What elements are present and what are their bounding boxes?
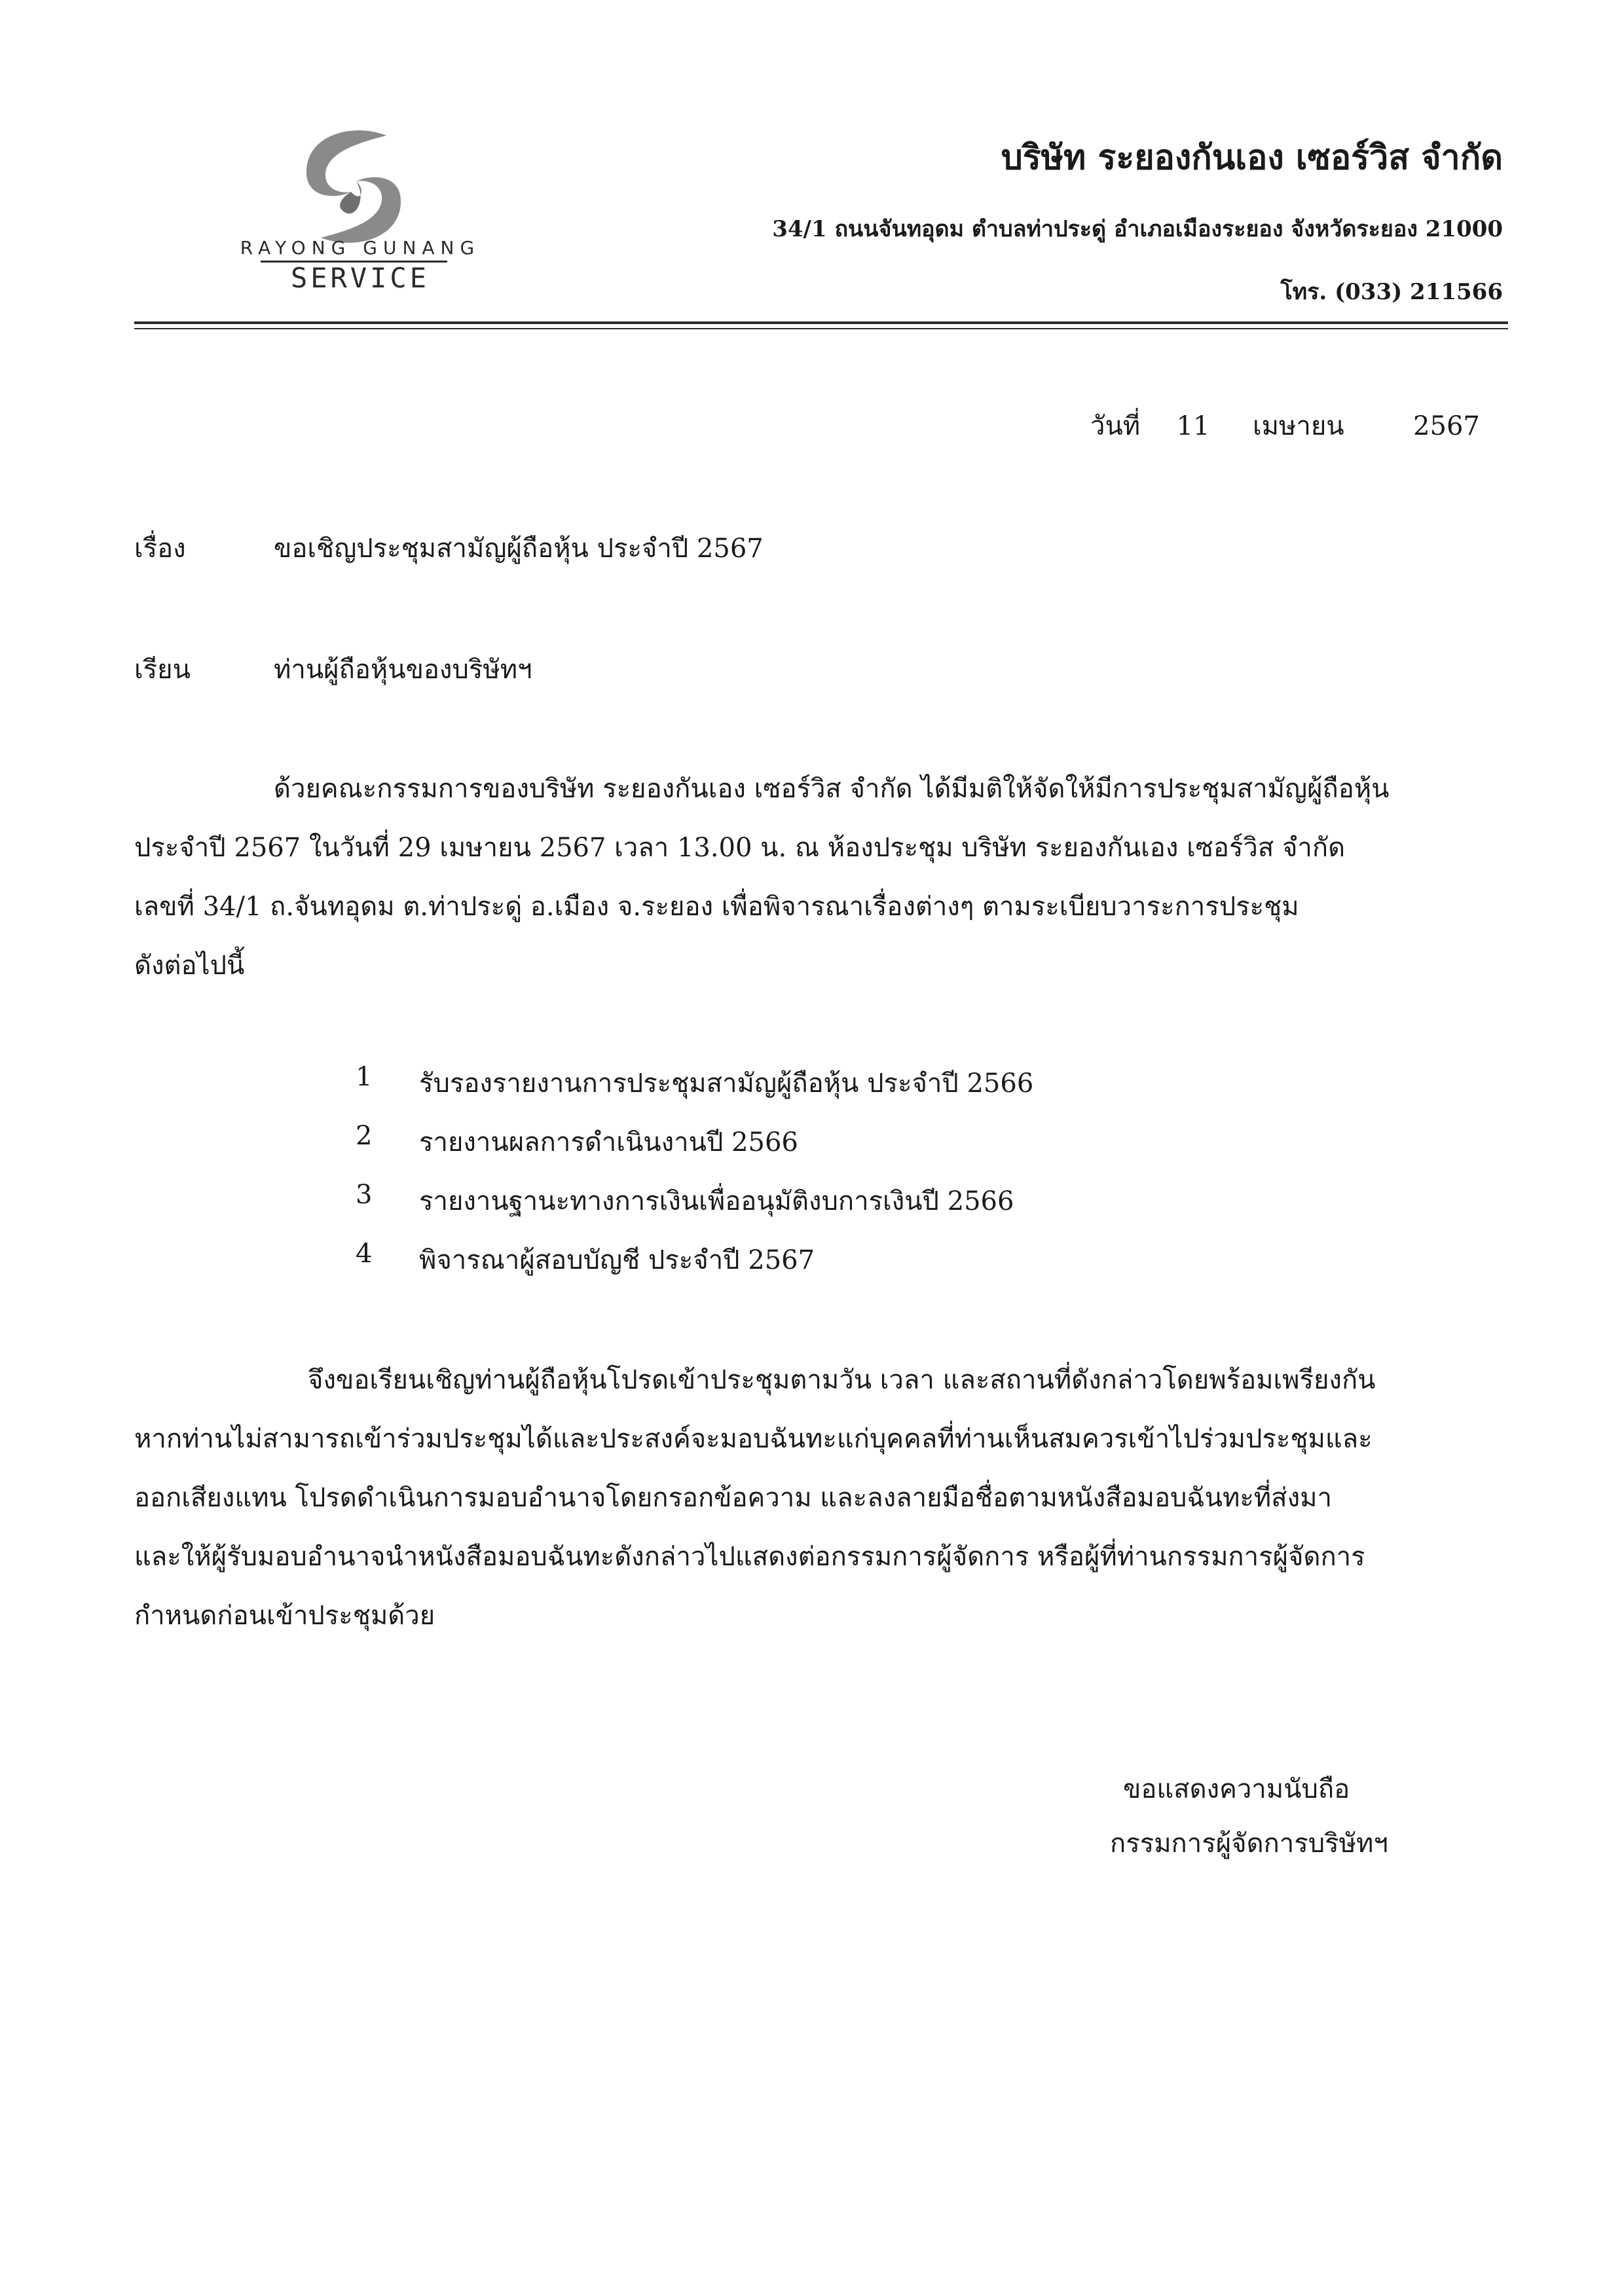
- paragraph1-line: ด้วยคณะกรรมการของบริษัท ระยองกันเอง เซอร์วิส จำกัด ได้มีมติให้จัดให้มีการประชุมสามัญผู้ถือหุ้น: [274, 774, 1390, 804]
- agenda-number: 3: [356, 1180, 373, 1210]
- date-prefix: วันที่: [1090, 411, 1141, 441]
- letter-date: [1090, 405, 1480, 446]
- paragraph2-line: กำหนดก่อนเข้าประชุมด้วย: [134, 1601, 435, 1631]
- recipient-text: ท่านผู้ถือหุ้นของบริษัทฯ: [274, 655, 532, 685]
- date-day: 11: [1176, 411, 1210, 441]
- logo-subtitle: SERVICE: [290, 262, 430, 294]
- logo-wordmark: RAYONG GUNANG: [240, 237, 481, 259]
- closing-signer-title: กรรมการผู้จัดการบริษัทฯ: [1110, 1829, 1388, 1859]
- agenda-number: 1: [356, 1062, 373, 1092]
- paragraph1-line: ดังต่อไปนี้: [134, 951, 245, 981]
- paragraph2-line: จึงขอเรียนเชิญท่านผู้ถือหุ้นโปรดเข้าประชุมตามวัน เวลา และสถานที่ดังกล่าวโดยพร้อมเพรียงกัน: [308, 1365, 1376, 1395]
- company-logo-icon: [288, 121, 419, 252]
- agenda-item: รายงานผลการดำเนินงานปี 2566: [419, 1127, 798, 1157]
- company-address: 34/1 ถนนจันทอุดม ตำบลท่าประดู่ อำเภอเมืองระยอง จังหวัดระยอง 21000: [772, 216, 1503, 242]
- company-name: บริษัท ระยองกันเอง เซอร์วิส จำกัด: [1001, 137, 1503, 177]
- company-phone: โทร. (033) 211566: [1280, 279, 1503, 305]
- agenda-number: 2: [356, 1121, 373, 1151]
- agenda-item: พิจารณาผู้สอบบัญชี ประจำปี 2567: [419, 1245, 815, 1275]
- closing-regards: ขอแสดงความนับถือ: [1123, 1774, 1350, 1804]
- agenda-number: 4: [356, 1239, 373, 1269]
- subject-text: ขอเชิญประชุมสามัญผู้ถือหุ้น ประจำปี 2567: [274, 534, 764, 564]
- letterhead-rule-thin: [134, 328, 1508, 329]
- paragraph2-line: ออกเสียงแทน โปรดดำเนินการมอบอำนาจโดยกรอกข้อความ และลงลายมือชื่อตามหนังสือมอบฉันทะที่ส่งมา: [134, 1483, 1332, 1513]
- date-year: 2567: [1413, 411, 1480, 441]
- letterhead-rule-thick: [134, 321, 1508, 324]
- agenda-item: รายงานฐานะทางการเงินเพื่ออนุมัติงบการเงินปี 2566: [419, 1186, 1014, 1216]
- date-month: เมษายน: [1252, 411, 1344, 441]
- agenda-item: รับรองรายงานการประชุมสามัญผู้ถือหุ้น ประจำปี 2566: [419, 1068, 1034, 1099]
- paragraph1-line: ประจำปี 2567 ในวันที่ 29 เมษายน 2567 เวลา 13.00 น. ณ ห้องประชุม บริษัท ระยองกันเอง เซอร์วิส จำกัด: [134, 833, 1346, 863]
- paragraph2-line: หากท่านไม่สามารถเข้าร่วมประชุมได้และประสงค์จะมอบฉันทะแก่บุคคลที่ท่านเห็นสมควรเข้าไปร่วมประชุมและ: [134, 1424, 1373, 1454]
- subject-label: เรื่อง: [134, 534, 186, 564]
- recipient-label: เรียน: [134, 655, 191, 685]
- paragraph1-line: เลขที่ 34/1 ถ.จันทอุดม ต.ท่าประดู่ อ.เมือง จ.ระยอง เพื่อพิจารณาเรื่องต่างๆ ตามระเบียบวาระการประชุม: [134, 892, 1299, 922]
- paragraph2-line: และให้ผู้รับมอบอำนาจนำหนังสือมอบฉันทะดังกล่าวไปแสดงต่อกรรมการผู้จัดการ หรือผู้ที่ท่านกรรมการผู้จัดการ: [134, 1542, 1365, 1572]
